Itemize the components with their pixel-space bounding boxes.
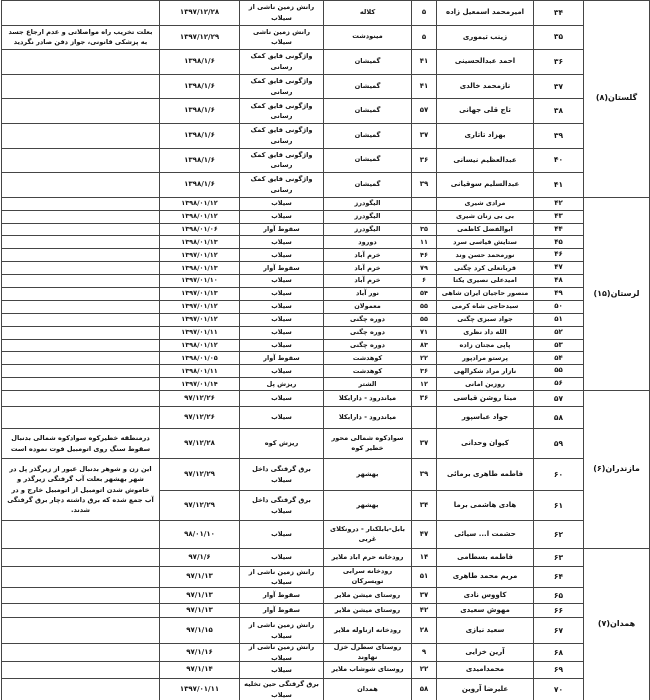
age-cell: ۳۶ xyxy=(411,391,436,407)
date-cell: ۱۳۹۸/۰۱/۱۲ xyxy=(159,198,239,211)
location-cell: دوره چگنی xyxy=(323,327,411,340)
note-cell xyxy=(1,224,159,237)
date-cell: ۱۳۹۷/۰۱/۱۱ xyxy=(159,327,239,340)
age-cell: ۱۲ xyxy=(411,378,436,391)
cause-cell: سیلاب xyxy=(239,391,323,407)
age-cell: ۵۸ xyxy=(411,679,436,700)
cause-cell: سقوط آوار xyxy=(239,262,323,275)
location-cell: روستای میشن ملایر xyxy=(323,604,411,618)
row-number-cell: ۵۰ xyxy=(533,301,583,314)
row-number-cell: ۵۶ xyxy=(533,378,583,391)
casualty-table xyxy=(1,0,650,700)
row-number-cell: ۴۷ xyxy=(533,262,583,275)
note-cell xyxy=(1,378,159,391)
age-cell: ۸۳ xyxy=(411,340,436,353)
cause-cell: واژگونی قایق کمک رسانی xyxy=(239,99,323,124)
location-cell: الیگودرز xyxy=(323,198,411,211)
row-number-cell: ۵۹ xyxy=(533,429,583,459)
location-cell: گمیشان xyxy=(323,149,411,174)
location-cell: رودخانه ازناوله ملایر xyxy=(323,618,411,644)
location-cell: روستای سطرل خزل نهاوند xyxy=(323,644,411,662)
age-cell: ۳۵ xyxy=(411,224,436,237)
date-cell: ۹۷/۱/۱۴ xyxy=(159,662,239,679)
cause-cell: سقوط آوار xyxy=(239,352,323,365)
province-group-cell: گلستان(۸) xyxy=(583,1,649,198)
date-cell: ۹۷/۱/۱۳ xyxy=(159,604,239,618)
cause-cell: واژگونی قایق کمک رسانی xyxy=(239,75,323,100)
row-number-cell: ۶۳ xyxy=(533,549,583,567)
date-cell: ۱۳۹۷/۰۱/۱۲ xyxy=(159,301,239,314)
date-cell: ۹۷/۱/۱۳ xyxy=(159,567,239,588)
location-cell: نور آباد xyxy=(323,288,411,301)
note-cell xyxy=(1,75,159,100)
age-cell: ۳۶ xyxy=(411,365,436,378)
cause-cell: سیلاب xyxy=(239,340,323,353)
note-cell xyxy=(1,198,159,211)
age-cell: ۱۱ xyxy=(411,236,436,249)
name-cell: نورمحمد حسن وند xyxy=(436,249,533,262)
note-cell xyxy=(1,262,159,275)
note-cell xyxy=(1,211,159,224)
date-cell: ۱۳۹۷/۰۱/۱۰ xyxy=(159,275,239,288)
date-cell: ۹۸/۰۱/۱۰ xyxy=(159,521,239,549)
date-cell: ۱۳۹۸/۰۱/۱۲ xyxy=(159,211,239,224)
date-cell: ۱۳۹۸/۰۱/۱۲ xyxy=(159,340,239,353)
note-cell xyxy=(1,314,159,327)
location-cell: سوادکوه شمالی محور خطیر کوه xyxy=(323,429,411,459)
name-cell: امیدعلی نصیری یکتا xyxy=(436,275,533,288)
age-cell: ۳۷ xyxy=(411,124,436,149)
note-cell xyxy=(1,662,159,679)
row-number-cell: ۵۱ xyxy=(533,314,583,327)
date-cell: ۱۳۹۷/۱۲/۲۹ xyxy=(159,26,239,51)
location-cell: مینودشت xyxy=(323,26,411,51)
province-group-cell: لرستان(۱۵) xyxy=(583,198,649,391)
date-cell: ۹۷/۱۲/۲۹ xyxy=(159,491,239,521)
date-cell: ۹۷/۱/۱۳ xyxy=(159,588,239,604)
name-cell: ابوالفضل کاظمی xyxy=(436,224,533,237)
name-cell: عبدالعظیم نیسانی xyxy=(436,149,533,174)
age-cell: ۵ xyxy=(411,26,436,51)
location-cell: خرم آباد xyxy=(323,249,411,262)
date-cell: ۱۳۹۷/۰۱/۱۳ xyxy=(159,288,239,301)
row-number-cell: ۴۳ xyxy=(533,211,583,224)
age-cell: ۴۲ xyxy=(411,604,436,618)
note-cell xyxy=(1,124,159,149)
date-cell: ۱۳۹۷/۰۱/۱۲ xyxy=(159,314,239,327)
name-cell: امیرمحمد اسمعیل زاده xyxy=(436,1,533,26)
location-cell: الشتر xyxy=(323,378,411,391)
age-cell: ۳۷ xyxy=(411,588,436,604)
name-cell: محمدامیدی xyxy=(436,662,533,679)
location-cell: دورود xyxy=(323,236,411,249)
name-cell: روزین امانی xyxy=(436,378,533,391)
name-cell: حشمت ا... سیائی xyxy=(436,521,533,549)
name-cell: ستایش قیاسی سرد xyxy=(436,236,533,249)
cause-cell: سیلاب xyxy=(239,198,323,211)
date-cell: ۱۳۹۷/۰۱/۱۲ xyxy=(159,249,239,262)
location-cell: میاندرود - دارابکلا xyxy=(323,407,411,429)
location-cell: خرم آباد xyxy=(323,275,411,288)
name-cell: نازار مراد شکرالهی xyxy=(436,365,533,378)
cause-cell: سیلاب xyxy=(239,549,323,567)
note-cell xyxy=(1,249,159,262)
date-cell: ۱۳۹۸/۱/۶ xyxy=(159,50,239,75)
row-number-cell: ۴۴ xyxy=(533,224,583,237)
name-cell: جواد عباسپور xyxy=(436,407,533,429)
location-cell: میاندرود - دارابکلا xyxy=(323,391,411,407)
name-cell: مریم محمد طاهری xyxy=(436,567,533,588)
cause-cell: سیلاب xyxy=(239,521,323,549)
row-number-cell: ۶۴ xyxy=(533,567,583,588)
note-cell xyxy=(1,644,159,662)
row-number-cell: ۴۶ xyxy=(533,249,583,262)
location-cell: بهشهر xyxy=(323,459,411,491)
location-cell: رودخانه سرابی تویسرکان xyxy=(323,567,411,588)
note-cell xyxy=(1,301,159,314)
location-cell: الیگودرز xyxy=(323,211,411,224)
age-cell: ۲۸ xyxy=(411,618,436,644)
date-cell: ۱۳۹۸/۱/۶ xyxy=(159,124,239,149)
note-cell xyxy=(1,340,159,353)
note-cell xyxy=(1,549,159,567)
cause-cell: برق گرفتگی داخل سیلاب xyxy=(239,491,323,521)
date-cell: ۹۷/۱/۶ xyxy=(159,549,239,567)
date-cell: ۱۳۹۷/۱۲/۲۸ xyxy=(159,1,239,26)
name-cell: هادی هاشمی برما xyxy=(436,491,533,521)
row-number-cell: ۵۴ xyxy=(533,352,583,365)
cause-cell: واژگونی قایق کمک رسانی xyxy=(239,173,323,198)
age-cell: ۹ xyxy=(411,644,436,662)
age-cell xyxy=(411,198,436,211)
cause-cell: رانش زمین ناشی از سیلاب xyxy=(239,644,323,662)
age-cell: ۵ xyxy=(411,1,436,26)
cause-cell: رانش زمین ناشی از سیلاب xyxy=(239,1,323,26)
age-cell: ۶ xyxy=(411,275,436,288)
location-cell: بهشهر xyxy=(323,491,411,521)
age-cell: ۵۱ xyxy=(411,567,436,588)
row-number-cell: ۴۸ xyxy=(533,275,583,288)
age-cell: ۴۷ xyxy=(411,521,436,549)
name-cell: مهوش سعیدی xyxy=(436,604,533,618)
location-cell: گمیشان xyxy=(323,99,411,124)
note-cell xyxy=(1,588,159,604)
cause-cell: سیلاب xyxy=(239,407,323,429)
row-number-cell: ۴۱ xyxy=(533,173,583,198)
name-cell: مینا روشن قیاسی xyxy=(436,391,533,407)
row-number-cell: ۶۱ xyxy=(533,491,583,521)
age-cell: ۵۵ xyxy=(411,301,436,314)
date-cell: ۱۳۹۸/۱/۶ xyxy=(159,99,239,124)
row-number-cell: ۶۷ xyxy=(533,618,583,644)
name-cell: سیدحاجی شاه کرمی xyxy=(436,301,533,314)
location-cell: همدان xyxy=(323,679,411,700)
row-number-cell: ۶۲ xyxy=(533,521,583,549)
name-cell: احمد عبدالحسینی xyxy=(436,50,533,75)
age-cell: ۳۷ xyxy=(411,429,436,459)
name-cell: الله داد نظری xyxy=(436,327,533,340)
name-cell: کاووس نادی xyxy=(436,588,533,604)
note-cell xyxy=(1,327,159,340)
date-cell: ۹۷/۱/۱۶ xyxy=(159,644,239,662)
row-number-cell: ۵۵ xyxy=(533,365,583,378)
note-cell xyxy=(1,236,159,249)
date-cell: ۱۳۹۸/۰۱/۰۵ xyxy=(159,352,239,365)
age-cell: ۵۴ xyxy=(411,288,436,301)
date-cell: ۱۳۹۸/۰۱/۰۶ xyxy=(159,224,239,237)
name-cell: آرین خزایی xyxy=(436,644,533,662)
date-cell: ۹۷/۱۲/۲۸ xyxy=(159,429,239,459)
note-cell: بعلت تخریب راه مواصلاتی و عدم ارجاع جسد به پزشکی قانونی، جواز دفن صادر نگردید xyxy=(1,26,159,51)
location-cell: معمولان xyxy=(323,301,411,314)
name-cell: زینب تیموری xyxy=(436,26,533,51)
row-number-cell: ۶۸ xyxy=(533,644,583,662)
cause-cell: برق گرفتگی داخل سیلاب xyxy=(239,459,323,491)
age-cell: ۳۴ xyxy=(411,491,436,521)
note-cell: این زن و شوهر بدنبال عبور از زیرگذر پل در شهر بهشهر بعلت آب گرفتگی زیرگذر و خاموش شدن اتومبیل از اتومبیل خارج و در آب جمع شده که برق داشته دچار برق گرفتگی شدند. xyxy=(1,459,159,521)
age-cell: ۳۶ xyxy=(411,149,436,174)
location-cell: گمیشان xyxy=(323,50,411,75)
date-cell: ۱۳۹۷/۰۱/۱۴ xyxy=(159,378,239,391)
cause-cell: ریزش پل xyxy=(239,378,323,391)
cause-cell: سقوط آوار xyxy=(239,224,323,237)
cause-cell: رانش زمین ناشی سیلاب xyxy=(239,26,323,51)
note-cell xyxy=(1,288,159,301)
note-cell xyxy=(1,149,159,174)
name-cell: فاطمه طاهری برمائی xyxy=(436,459,533,491)
location-cell: گمیشان xyxy=(323,124,411,149)
location-cell: روستای میشن ملایر xyxy=(323,588,411,604)
date-cell: ۱۳۹۸/۱/۶ xyxy=(159,149,239,174)
note-cell xyxy=(1,1,159,26)
date-cell: ۹۷/۱۲/۲۹ xyxy=(159,459,239,491)
row-number-cell: ۳۵ xyxy=(533,26,583,51)
cause-cell: واژگونی قایق کمک رسانی xyxy=(239,50,323,75)
name-cell: بی بی زنان شیری xyxy=(436,211,533,224)
name-cell: سعید نیازی xyxy=(436,618,533,644)
note-cell xyxy=(1,352,159,365)
note-cell xyxy=(1,679,159,700)
row-number-cell: ۵۲ xyxy=(533,327,583,340)
location-cell: رودخانه حرم اباد ملایر xyxy=(323,549,411,567)
name-cell: فاطمه بسطامی xyxy=(436,549,533,567)
cause-cell: سیلاب xyxy=(239,288,323,301)
name-cell: منصور حاجیان ایران شاهی xyxy=(436,288,533,301)
age-cell: ۲۲ xyxy=(411,662,436,679)
row-number-cell: ۶۶ xyxy=(533,604,583,618)
province-group-cell: مازندران(۶) xyxy=(583,391,649,549)
row-number-cell: ۳۴ xyxy=(533,1,583,26)
note-cell xyxy=(1,173,159,198)
age-cell xyxy=(411,211,436,224)
name-cell: پاپی مجتان زاده xyxy=(436,340,533,353)
cause-cell: سیلاب xyxy=(239,236,323,249)
row-number-cell: ۵۷ xyxy=(533,391,583,407)
age-cell: ۴۶ xyxy=(411,249,436,262)
note-cell xyxy=(1,275,159,288)
note-cell xyxy=(1,604,159,618)
note-cell xyxy=(1,365,159,378)
note-cell xyxy=(1,567,159,588)
age-cell xyxy=(411,407,436,429)
cause-cell: سیلاب xyxy=(239,249,323,262)
date-cell: ۱۳۹۸/۰۱/۱۳ xyxy=(159,236,239,249)
date-cell: ۹۷/۱/۱۵ xyxy=(159,618,239,644)
age-cell: ۷۹ xyxy=(411,262,436,275)
cause-cell: سیلاب xyxy=(239,314,323,327)
location-cell: گمیشان xyxy=(323,75,411,100)
name-cell: قربانعلی کرد چگنی xyxy=(436,262,533,275)
note-cell xyxy=(1,521,159,549)
row-number-cell: ۶۵ xyxy=(533,588,583,604)
date-cell: ۹۷/۱۲/۲۶ xyxy=(159,407,239,429)
name-cell: بهزاد تاتاری xyxy=(436,124,533,149)
name-cell: علیرضا آروین xyxy=(436,679,533,700)
name-cell: پرستو مرادپور xyxy=(436,352,533,365)
date-cell: ۹۷/۱۲/۲۶ xyxy=(159,391,239,407)
row-number-cell: ۴۹ xyxy=(533,288,583,301)
note-cell xyxy=(1,50,159,75)
row-number-cell: ۴۰ xyxy=(533,149,583,174)
row-number-cell: ۶۰ xyxy=(533,459,583,491)
row-number-cell: ۳۹ xyxy=(533,124,583,149)
location-cell: روستای شوشاب ملایر xyxy=(323,662,411,679)
cause-cell: سیلاب xyxy=(239,327,323,340)
location-cell: کلاله xyxy=(323,1,411,26)
name-cell: کیوان وحدانی xyxy=(436,429,533,459)
note-cell xyxy=(1,391,159,407)
cause-cell: سیلاب xyxy=(239,301,323,314)
cause-cell: ریزش کوه xyxy=(239,429,323,459)
location-cell: خرم آباد xyxy=(323,262,411,275)
cause-cell: رانش زمین ناشی از سیلاب xyxy=(239,618,323,644)
cause-cell: سقوط آوار xyxy=(239,588,323,604)
cause-cell: سیلاب xyxy=(239,211,323,224)
date-cell: ۱۳۹۸/۱/۶ xyxy=(159,75,239,100)
row-number-cell: ۳۸ xyxy=(533,99,583,124)
cause-cell: رانش زمین ناشی از سیلاب xyxy=(239,567,323,588)
location-cell: کوهدشت xyxy=(323,365,411,378)
location-cell: کوهدشت xyxy=(323,352,411,365)
name-cell: نازمحمد خالدی xyxy=(436,75,533,100)
age-cell: ۷۱ xyxy=(411,327,436,340)
row-number-cell: ۴۲ xyxy=(533,198,583,211)
row-number-cell: ۳۶ xyxy=(533,50,583,75)
location-cell: الیگودرز xyxy=(323,224,411,237)
row-number-cell: ۷۰ xyxy=(533,679,583,700)
date-cell: ۱۳۹۸/۰۱/۱۱ xyxy=(159,365,239,378)
cause-cell: سیلاب xyxy=(239,275,323,288)
cause-cell: برق گرفتگی حین تخلیه سیلاب xyxy=(239,679,323,700)
age-cell: ۳۹ xyxy=(411,173,436,198)
date-cell: ۱۳۹۸/۱/۶ xyxy=(159,173,239,198)
row-number-cell: ۵۸ xyxy=(533,407,583,429)
cause-cell: واژگونی قایق کمک رسانی xyxy=(239,149,323,174)
cause-cell: واژگونی قایق کمک رسانی xyxy=(239,124,323,149)
location-cell: گمیشان xyxy=(323,173,411,198)
name-cell: تاج قلی جهانی xyxy=(436,99,533,124)
note-cell xyxy=(1,618,159,644)
row-number-cell: ۳۷ xyxy=(533,75,583,100)
row-number-cell: ۴۵ xyxy=(533,236,583,249)
age-cell: ۴۱ xyxy=(411,50,436,75)
cause-cell: سیلاب xyxy=(239,662,323,679)
age-cell: ۵۷ xyxy=(411,99,436,124)
date-cell: ۱۳۹۸/۰۱/۱۳ xyxy=(159,262,239,275)
location-cell: دوره چگنی xyxy=(323,340,411,353)
province-group-cell: همدان(۷) xyxy=(583,549,649,700)
cause-cell: سیلاب xyxy=(239,365,323,378)
location-cell: دوره چگنی xyxy=(323,314,411,327)
age-cell: ۵۵ xyxy=(411,314,436,327)
location-cell: بابل-بابلکنار - درونکلای غربی xyxy=(323,521,411,549)
age-cell: ۱۴ xyxy=(411,549,436,567)
cause-cell: سقوط آوار xyxy=(239,604,323,618)
row-number-cell: ۶۹ xyxy=(533,662,583,679)
age-cell: ۳۹ xyxy=(411,459,436,491)
date-cell: ۱۳۹۷/۰۱/۱۱ xyxy=(159,679,239,700)
note-cell xyxy=(1,407,159,429)
row-number-cell: ۵۳ xyxy=(533,340,583,353)
note-cell xyxy=(1,99,159,124)
name-cell: عبدالسلیم سوقیانی xyxy=(436,173,533,198)
age-cell: ۴۱ xyxy=(411,75,436,100)
age-cell: ۲۲ xyxy=(411,352,436,365)
note-cell: درمنطقه خطیرکوه سوادکوه شمالی بدنبال سقوط سنگ روی اتومبیل فوت نموده است xyxy=(1,429,159,459)
name-cell: جواد سبزی چگنی xyxy=(436,314,533,327)
name-cell: مرادی شیری xyxy=(436,198,533,211)
